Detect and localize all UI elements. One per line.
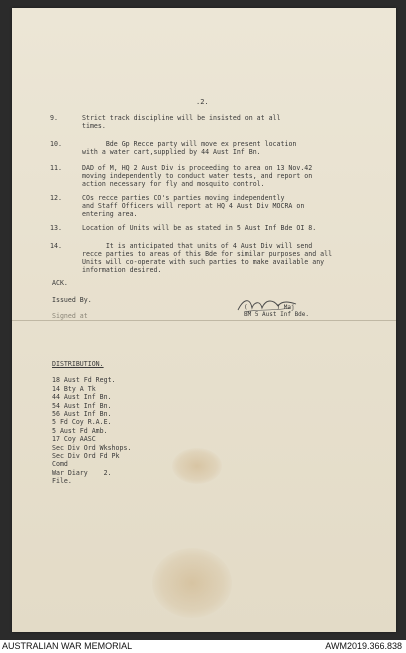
distribution-title: DISTRIBUTION. — [52, 360, 104, 368]
paragraph-number: 14. — [50, 242, 62, 250]
signature-block: ( ) Maj BM 5 Aust Inf Bde. — [244, 304, 310, 318]
paragraph-number: 13. — [50, 224, 62, 232]
distribution-item: Sec Div Ord Fd Pk — [52, 452, 120, 461]
distribution-item: 54 Aust Inf Bn. — [52, 401, 112, 410]
issued-by: Issued By. — [52, 296, 92, 304]
paragraph-text: DAD of M, HQ 2 Aust Div is proceeding to area on 13 Nov.42 moving independently to conduct water tests, and report on action necessary for fly and mosquito control. — [82, 164, 313, 188]
distribution-item: War Diary 2. — [52, 468, 112, 477]
distribution-item: Comd — [52, 460, 68, 469]
distribution-item: Sec Div Ord Wkshops. — [52, 443, 132, 452]
paragraph-text: It is anticipated that units of 4 Aust Div will send recce parties to areas of this Bde for similar purposes and all Units will co-operate with such parties to make available any information desired. — [82, 242, 333, 274]
paragraph-text: Bde Gp Recce party will move ex present location with a water cart,supplied by 44 Aust Inf Bn. — [82, 140, 297, 156]
distribution-item: 5 Fd Coy R.A.E. — [52, 418, 112, 427]
distribution-item: 5 Aust Fd Amb. — [52, 426, 108, 435]
paragraph-text: COs recce parties CO's parties moving independently and Staff Officers will report at HQ 4 Aust Div MOCRA on entering area. — [82, 194, 305, 218]
document-page — [12, 8, 396, 632]
ack-line: ACK. — [52, 279, 68, 287]
paragraph-text: Strict track discipline will be insisted on at all times. — [82, 114, 281, 130]
paragraph-number: 12. — [50, 194, 62, 202]
paragraph-number: 11. — [50, 164, 62, 172]
distribution-item: 17 Coy AASC — [52, 435, 96, 444]
distribution-item: 56 Aust Inf Bn. — [52, 410, 112, 419]
distribution-item: 14 Bty A Tk — [52, 384, 96, 393]
archive-name: AUSTRALIAN WAR MEMORIAL — [2, 641, 133, 651]
distribution-item: File. — [52, 477, 72, 486]
distribution-item: 44 Aust Inf Bn. — [52, 393, 112, 402]
paragraph-text: Location of Units will be as stated in 5 Aust Inf Bde OI 8. — [82, 224, 317, 232]
paragraph-number: 9. — [50, 114, 58, 122]
signed-at: Signed at — [52, 312, 88, 320]
distribution-item: 18 Aust Fd Regt. — [52, 376, 116, 385]
accession-number: AWM2019.366.838 — [325, 641, 402, 651]
page-number: .2. — [196, 98, 209, 106]
stain-mark — [172, 448, 222, 484]
archive-footer — [0, 640, 406, 653]
fold-crease — [12, 320, 396, 321]
stain-mark — [152, 548, 232, 618]
distribution-list — [52, 360, 131, 486]
paragraph-number: 10. — [50, 140, 62, 148]
